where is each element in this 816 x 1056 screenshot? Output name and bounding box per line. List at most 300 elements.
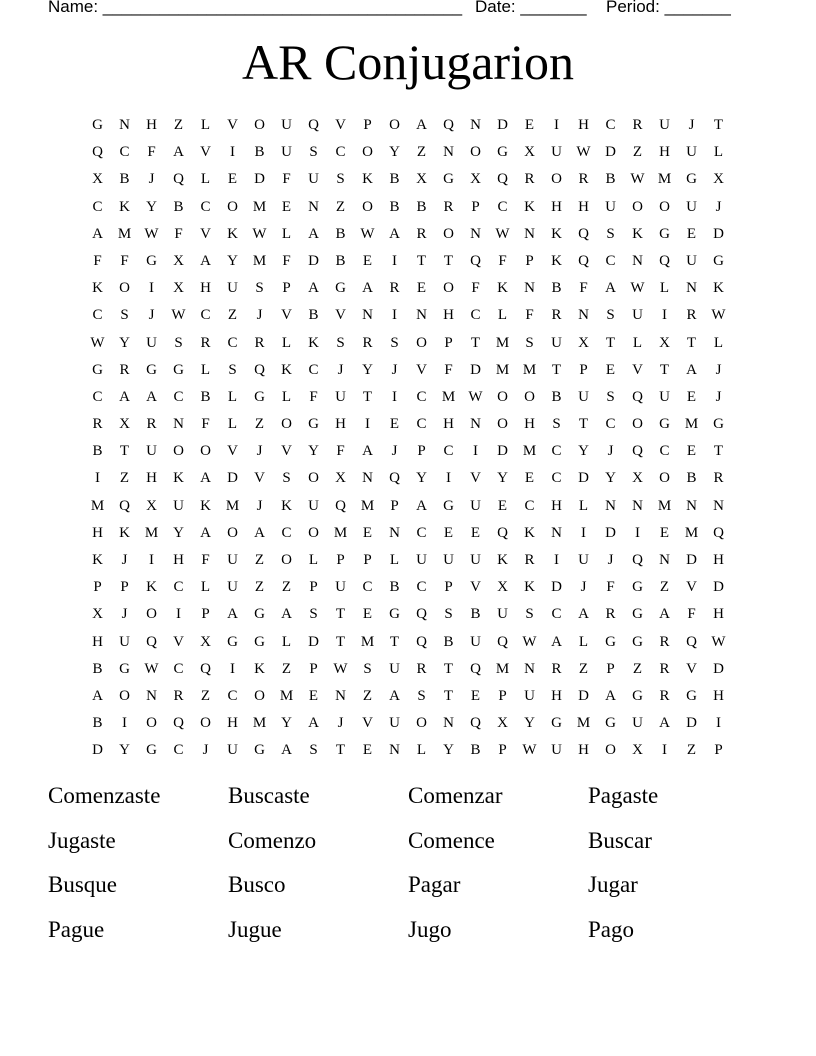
grid-letter: M <box>684 416 699 433</box>
grid-letter: Z <box>254 579 265 596</box>
name-field-label: Name: ______________________________________ <box>48 0 463 16</box>
grid-letter: P <box>120 579 129 596</box>
grid-letter: D <box>713 225 724 242</box>
grid-letter: O <box>119 280 130 297</box>
grid-letter: C <box>551 443 562 460</box>
grid-letter: U <box>281 144 292 161</box>
grid-letter: E <box>362 252 373 269</box>
grid-letter: C <box>524 497 535 514</box>
grid-letter: J <box>148 307 155 324</box>
grid-letter: E <box>497 497 508 514</box>
grid-letter: W <box>711 307 726 324</box>
grid-letter: C <box>227 687 238 704</box>
grid-letter: B <box>92 660 103 677</box>
grid-letter: E <box>686 443 697 460</box>
grid-letter: A <box>92 225 103 242</box>
grid-letter: I <box>149 552 154 568</box>
grid-letter: G <box>632 687 643 704</box>
grid-letter: U <box>308 497 319 514</box>
grid-letter: I <box>554 117 559 133</box>
grid-letter: Z <box>173 117 184 133</box>
grid-letter: I <box>581 524 586 541</box>
grid-letter: X <box>173 280 184 297</box>
grid-letter: B <box>92 715 103 732</box>
grid-letter: T <box>713 117 724 133</box>
grid-letter: D <box>497 443 508 460</box>
grid-letter: U <box>659 117 670 133</box>
grid-letter: R <box>389 280 400 297</box>
grid-letter: D <box>686 552 697 568</box>
grid-letter: A <box>308 715 319 732</box>
grid-letter: U <box>578 552 589 568</box>
grid-letter: U <box>551 334 562 351</box>
grid-letter: C <box>605 252 616 269</box>
grid-letter: B <box>470 742 481 759</box>
grid-letter: B <box>686 470 697 487</box>
grid-letter: Z <box>119 470 130 487</box>
grid-letter: W <box>468 388 483 405</box>
grid-letter: H <box>227 715 238 732</box>
grid-letter: X <box>713 171 724 188</box>
grid-letter: L <box>200 361 211 378</box>
grid-letter: G <box>713 416 724 433</box>
grid-letter: G <box>632 606 643 623</box>
grid-letter: M <box>441 388 456 405</box>
grid-letter: E <box>389 416 400 433</box>
word-list-item: Pago <box>588 916 634 942</box>
grid-letter: P <box>390 497 399 514</box>
grid-letter: O <box>605 742 616 759</box>
grid-letter: Z <box>281 579 292 596</box>
grid-letter: M <box>522 361 537 378</box>
grid-letter: L <box>713 144 724 161</box>
grid-letter: C <box>173 742 184 759</box>
grid-letter: Q <box>659 252 670 269</box>
grid-letter: I <box>554 552 559 568</box>
grid-letter: A <box>281 742 292 759</box>
grid-letter: T <box>659 361 670 378</box>
grid-letter: D <box>470 361 481 378</box>
grid-letter: U <box>686 198 697 215</box>
grid-letter: Q <box>389 470 400 487</box>
grid-letter: L <box>713 334 724 351</box>
grid-letter: T <box>470 334 481 351</box>
grid-letter: Z <box>335 198 346 215</box>
grid-letter: J <box>256 443 263 460</box>
grid-letter: G <box>227 633 238 650</box>
grid-letter: X <box>578 334 589 351</box>
grid-letter: E <box>605 361 616 378</box>
grid-letter: O <box>281 552 292 568</box>
grid-letter: T <box>578 416 589 433</box>
grid-letter: D <box>713 579 724 596</box>
grid-letter: M <box>360 497 375 514</box>
grid-letter: J <box>580 579 587 596</box>
grid-letter: M <box>522 443 537 460</box>
grid-letter: P <box>417 443 426 460</box>
grid-letter: K <box>713 280 724 297</box>
grid-letter: O <box>416 334 427 351</box>
grid-letter: M <box>252 198 267 215</box>
grid-letter: Q <box>308 117 319 133</box>
grid-letter: Q <box>686 633 697 650</box>
grid-letter: L <box>389 552 400 568</box>
grid-letter: F <box>174 225 183 242</box>
grid-letter: T <box>443 687 454 704</box>
grid-letter: Q <box>92 144 103 161</box>
grid-letter: D <box>254 171 265 188</box>
grid-letter: Y <box>119 334 130 351</box>
grid-letter: O <box>227 524 238 541</box>
grid-letter: K <box>524 198 535 215</box>
word-list-item: Comenzo <box>228 827 317 853</box>
grid-letter: C <box>173 579 184 596</box>
grid-letter: Q <box>578 225 589 242</box>
grid-letter: P <box>498 687 507 704</box>
grid-letter: A <box>200 252 211 269</box>
grid-letter: R <box>632 117 643 133</box>
grid-letter: O <box>254 687 265 704</box>
grid-letter: A <box>200 524 211 541</box>
grid-letter: C <box>470 307 481 324</box>
grid-letter: T <box>335 742 346 759</box>
grid-letter: G <box>605 715 616 732</box>
grid-letter: Y <box>146 198 157 215</box>
grid-letter: G <box>632 579 643 596</box>
grid-letter: G <box>686 687 697 704</box>
grid-letter: O <box>200 443 211 460</box>
grid-letter: K <box>497 280 508 297</box>
grid-letter: R <box>119 361 130 378</box>
grid-letter: G <box>146 742 157 759</box>
grid-letter: M <box>333 524 348 541</box>
grid-letter: E <box>686 225 697 242</box>
grid-letter: L <box>227 416 238 433</box>
grid-letter: G <box>146 361 157 378</box>
word-list-item: Buscaste <box>228 783 310 808</box>
grid-letter: D <box>713 660 724 677</box>
grid-letter: H <box>551 497 562 514</box>
grid-letter: N <box>362 470 373 487</box>
grid-letter: X <box>146 497 157 514</box>
grid-letter: X <box>497 579 508 596</box>
grid-letter: G <box>173 361 184 378</box>
grid-letter: C <box>605 117 616 133</box>
grid-letter: L <box>578 633 589 650</box>
grid-letter: N <box>686 497 697 514</box>
grid-letter: N <box>389 524 400 541</box>
grid-letter: M <box>657 497 672 514</box>
grid-letter: S <box>363 660 372 677</box>
grid-letter: Q <box>497 171 508 188</box>
grid-letter: S <box>606 225 615 242</box>
grid-letter: K <box>524 524 535 541</box>
grid-letter: W <box>90 334 105 351</box>
grid-letter: U <box>173 497 184 514</box>
grid-letter: L <box>416 742 427 759</box>
grid-letter: U <box>335 388 346 405</box>
grid-letter: S <box>255 280 264 297</box>
grid-letter: N <box>632 252 643 269</box>
grid-letter: R <box>551 660 562 677</box>
grid-letter: W <box>522 742 537 759</box>
grid-letter: Z <box>632 144 643 161</box>
grid-letter: N <box>713 497 724 514</box>
grid-letter: R <box>443 198 454 215</box>
grid-letter: C <box>92 307 103 324</box>
grid-letter: P <box>309 579 318 596</box>
grid-letter: J <box>148 171 155 188</box>
grid-letter: O <box>524 388 535 405</box>
grid-letter: U <box>686 252 697 269</box>
grid-letter: B <box>389 198 400 215</box>
grid-letter: Q <box>200 660 211 677</box>
grid-letter: A <box>254 524 265 541</box>
grid-letter: U <box>551 144 562 161</box>
grid-letter: U <box>470 497 481 514</box>
grid-letter: E <box>227 171 238 188</box>
grid-letter: O <box>173 443 184 460</box>
grid-letter: U <box>146 334 157 351</box>
grid-letter: S <box>606 307 615 324</box>
grid-letter: C <box>92 198 103 215</box>
grid-letter: F <box>147 144 156 161</box>
grid-letter: G <box>632 633 643 650</box>
grid-letter: B <box>308 307 319 324</box>
grid-letter: U <box>227 579 238 596</box>
grid-letter: H <box>443 416 454 433</box>
grid-letter: F <box>201 552 210 568</box>
grid-letter: H <box>659 144 670 161</box>
grid-letter: H <box>146 117 157 133</box>
grid-letter: X <box>119 416 130 433</box>
grid-letter: G <box>254 388 265 405</box>
grid-letter: S <box>417 687 426 704</box>
date-field-label: Date: _______ <box>475 0 587 16</box>
grid-letter: B <box>200 388 211 405</box>
grid-letter: E <box>524 470 535 487</box>
grid-letter: P <box>714 742 723 759</box>
grid-letter: Q <box>497 633 508 650</box>
grid-letter: V <box>281 307 292 324</box>
grid-letter: J <box>715 388 722 405</box>
grid-letter: L <box>632 334 643 351</box>
grid-letter: Y <box>497 470 508 487</box>
grid-letter: Q <box>254 361 265 378</box>
grid-letter: K <box>362 171 373 188</box>
grid-letter: E <box>362 606 373 623</box>
grid-letter: I <box>95 470 100 487</box>
grid-letter: Q <box>173 715 184 732</box>
grid-letter: N <box>470 225 481 242</box>
grid-letter: A <box>362 443 373 460</box>
grid-letter: P <box>93 579 102 596</box>
grid-letter: F <box>336 443 345 460</box>
grid-letter: O <box>632 198 643 215</box>
grid-letter: A <box>416 497 427 514</box>
word-list-item: Comenzar <box>408 783 503 808</box>
grid-letter: M <box>495 660 510 677</box>
grid-letter: J <box>607 552 614 568</box>
grid-letter: X <box>173 252 184 269</box>
grid-letter: V <box>254 470 265 487</box>
grid-letter: V <box>470 579 481 596</box>
word-list-item: Comenzaste <box>48 783 161 808</box>
grid-letter: M <box>279 687 294 704</box>
grid-letter: I <box>392 307 397 324</box>
grid-letter: U <box>389 660 400 677</box>
grid-letter: H <box>578 198 589 215</box>
grid-letter: F <box>525 307 534 324</box>
grid-letter: A <box>389 225 400 242</box>
grid-letter: J <box>202 742 209 759</box>
grid-letter: G <box>443 497 454 514</box>
grid-letter: I <box>230 144 235 161</box>
grid-letter: V <box>227 443 238 460</box>
grid-letter: A <box>173 144 184 161</box>
grid-letter: Y <box>578 443 589 460</box>
grid-letter: K <box>308 334 319 351</box>
grid-letter: T <box>119 443 130 460</box>
grid-letter: P <box>201 606 210 623</box>
grid-letter: A <box>362 280 373 297</box>
grid-letter: R <box>524 552 535 568</box>
grid-letter: U <box>632 307 643 324</box>
grid-letter: M <box>495 334 510 351</box>
grid-letter: C <box>605 416 616 433</box>
word-list-item: Pagaste <box>588 783 659 808</box>
grid-letter: U <box>578 388 589 405</box>
grid-letter: J <box>607 443 614 460</box>
grid-letter: Z <box>416 144 427 161</box>
word-list-item: Busque <box>48 872 117 897</box>
grid-letter: F <box>579 280 588 297</box>
grid-letter: X <box>659 334 670 351</box>
grid-letter: O <box>362 144 373 161</box>
grid-letter: B <box>551 388 562 405</box>
grid-letter: C <box>173 660 184 677</box>
grid-letter: B <box>335 252 346 269</box>
grid-letter: G <box>686 171 697 188</box>
grid-letter: G <box>551 715 562 732</box>
grid-letter: B <box>335 225 346 242</box>
grid-letter: H <box>551 687 562 704</box>
grid-letter: G <box>335 280 346 297</box>
grid-letter: O <box>254 117 265 133</box>
grid-letter: G <box>497 144 508 161</box>
grid-letter: A <box>551 633 562 650</box>
grid-letter: D <box>308 633 319 650</box>
grid-letter: O <box>443 280 454 297</box>
grid-letter: Y <box>443 742 454 759</box>
grid-letter: Z <box>227 307 238 324</box>
grid-letter: E <box>281 198 292 215</box>
grid-letter: L <box>200 579 211 596</box>
grid-letter: Q <box>632 388 643 405</box>
grid-letter: O <box>281 416 292 433</box>
word-search-grid <box>84 112 732 765</box>
grid-letter: M <box>495 361 510 378</box>
grid-letter: U <box>335 579 346 596</box>
grid-letter: E <box>659 524 670 541</box>
grid-letter: U <box>227 742 238 759</box>
grid-letter: C <box>659 443 670 460</box>
grid-letter: H <box>578 117 589 133</box>
grid-letter: J <box>121 606 128 623</box>
grid-letter: P <box>363 117 372 133</box>
grid-letter: O <box>497 416 508 433</box>
grid-letter: C <box>92 388 103 405</box>
grid-letter: K <box>227 225 238 242</box>
grid-letter: M <box>252 715 267 732</box>
grid-letter: R <box>146 416 157 433</box>
grid-letter: T <box>443 252 454 269</box>
grid-letter: Z <box>659 579 670 596</box>
grid-letter: N <box>362 307 373 324</box>
grid-letter: A <box>605 687 616 704</box>
grid-letter: S <box>228 361 237 378</box>
grid-letter: N <box>524 225 535 242</box>
grid-letter: U <box>281 117 292 133</box>
grid-letter: O <box>497 388 508 405</box>
grid-letter: C <box>335 144 346 161</box>
grid-letter: U <box>389 715 400 732</box>
grid-letter: O <box>443 225 454 242</box>
grid-letter: F <box>606 579 615 596</box>
grid-letter: R <box>686 307 697 324</box>
grid-letter: Z <box>362 687 373 704</box>
grid-letter: P <box>444 579 453 596</box>
grid-letter: O <box>389 117 400 133</box>
grid-letter: E <box>308 687 319 704</box>
grid-letter: Q <box>416 633 427 650</box>
period-field-label: Period: _______ <box>606 0 731 16</box>
grid-letter: C <box>362 579 373 596</box>
grid-letter: R <box>173 687 184 704</box>
grid-letter: U <box>470 552 481 568</box>
grid-letter: G <box>659 225 670 242</box>
grid-letter: Z <box>254 552 265 568</box>
grid-letter: Y <box>281 715 292 732</box>
grid-letter: B <box>173 198 184 215</box>
word-list-item: Pagar <box>408 872 461 897</box>
grid-letter: F <box>93 252 102 269</box>
grid-letter: L <box>281 633 292 650</box>
grid-letter: P <box>579 361 588 378</box>
grid-letter: O <box>308 524 319 541</box>
grid-letter: V <box>362 715 373 732</box>
grid-letter: B <box>551 280 562 297</box>
grid-letter: S <box>525 334 534 351</box>
grid-letter: B <box>389 579 400 596</box>
grid-letter: R <box>659 687 670 704</box>
grid-letter: D <box>308 252 319 269</box>
grid-letter: O <box>659 198 670 215</box>
grid-letter: Q <box>470 715 481 732</box>
grid-letter: T <box>416 252 427 269</box>
grid-letter: O <box>146 715 157 732</box>
grid-letter: H <box>713 687 724 704</box>
grid-letter: R <box>254 334 265 351</box>
grid-letter: J <box>337 361 344 378</box>
grid-letter: M <box>144 524 159 541</box>
grid-letter: C <box>497 198 508 215</box>
grid-letter: M <box>252 252 267 269</box>
grid-letter: K <box>497 552 508 568</box>
grid-letter: H <box>92 524 103 541</box>
grid-letter: J <box>121 552 128 568</box>
grid-letter: N <box>470 117 481 133</box>
